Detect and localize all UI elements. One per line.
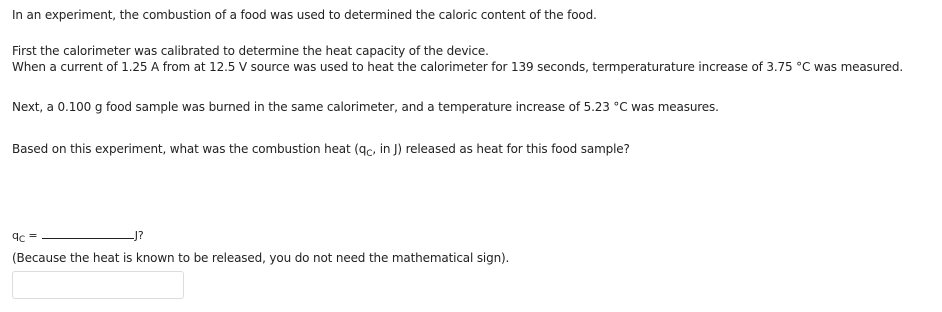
calibration-text-line-1: First the calorimeter was calibrated to determine the heat capacity of the device.	[12, 44, 489, 58]
question-text-start: Based on this experiment, what was the combustion heat (q	[12, 142, 367, 156]
answer-prompt	[12, 228, 144, 248]
answer-input[interactable]	[12, 271, 184, 299]
answer-note: (Because the heat is known to be released, you do not need the mathematical sign).	[12, 251, 510, 265]
calibration-text-line-2: When a current of 1.25 A from at 12.5 V source was used to heat the calorimeter for 139 seconds, termperaturature increase of 3.75 °C was measured.	[12, 60, 903, 74]
answer-equals: =	[24, 229, 38, 242]
answer-blank-line	[42, 229, 134, 239]
problem-intro: In an experiment, the combustion of a food was used to determined the caloric content of the food.	[12, 8, 597, 22]
answer-unit: J?	[134, 229, 144, 242]
question-subscript: C	[366, 149, 373, 159]
question-text	[12, 142, 630, 162]
answer-q-symbol: q	[12, 229, 19, 242]
question-text-end: , in J) released as heat for this food sample?	[372, 142, 630, 156]
answer-q-subscript: C	[18, 235, 25, 245]
food-sample-text: Next, a 0.100 g food sample was burned in the same calorimeter, and a temperature increase of 5.23 °C was measures.	[12, 100, 719, 114]
